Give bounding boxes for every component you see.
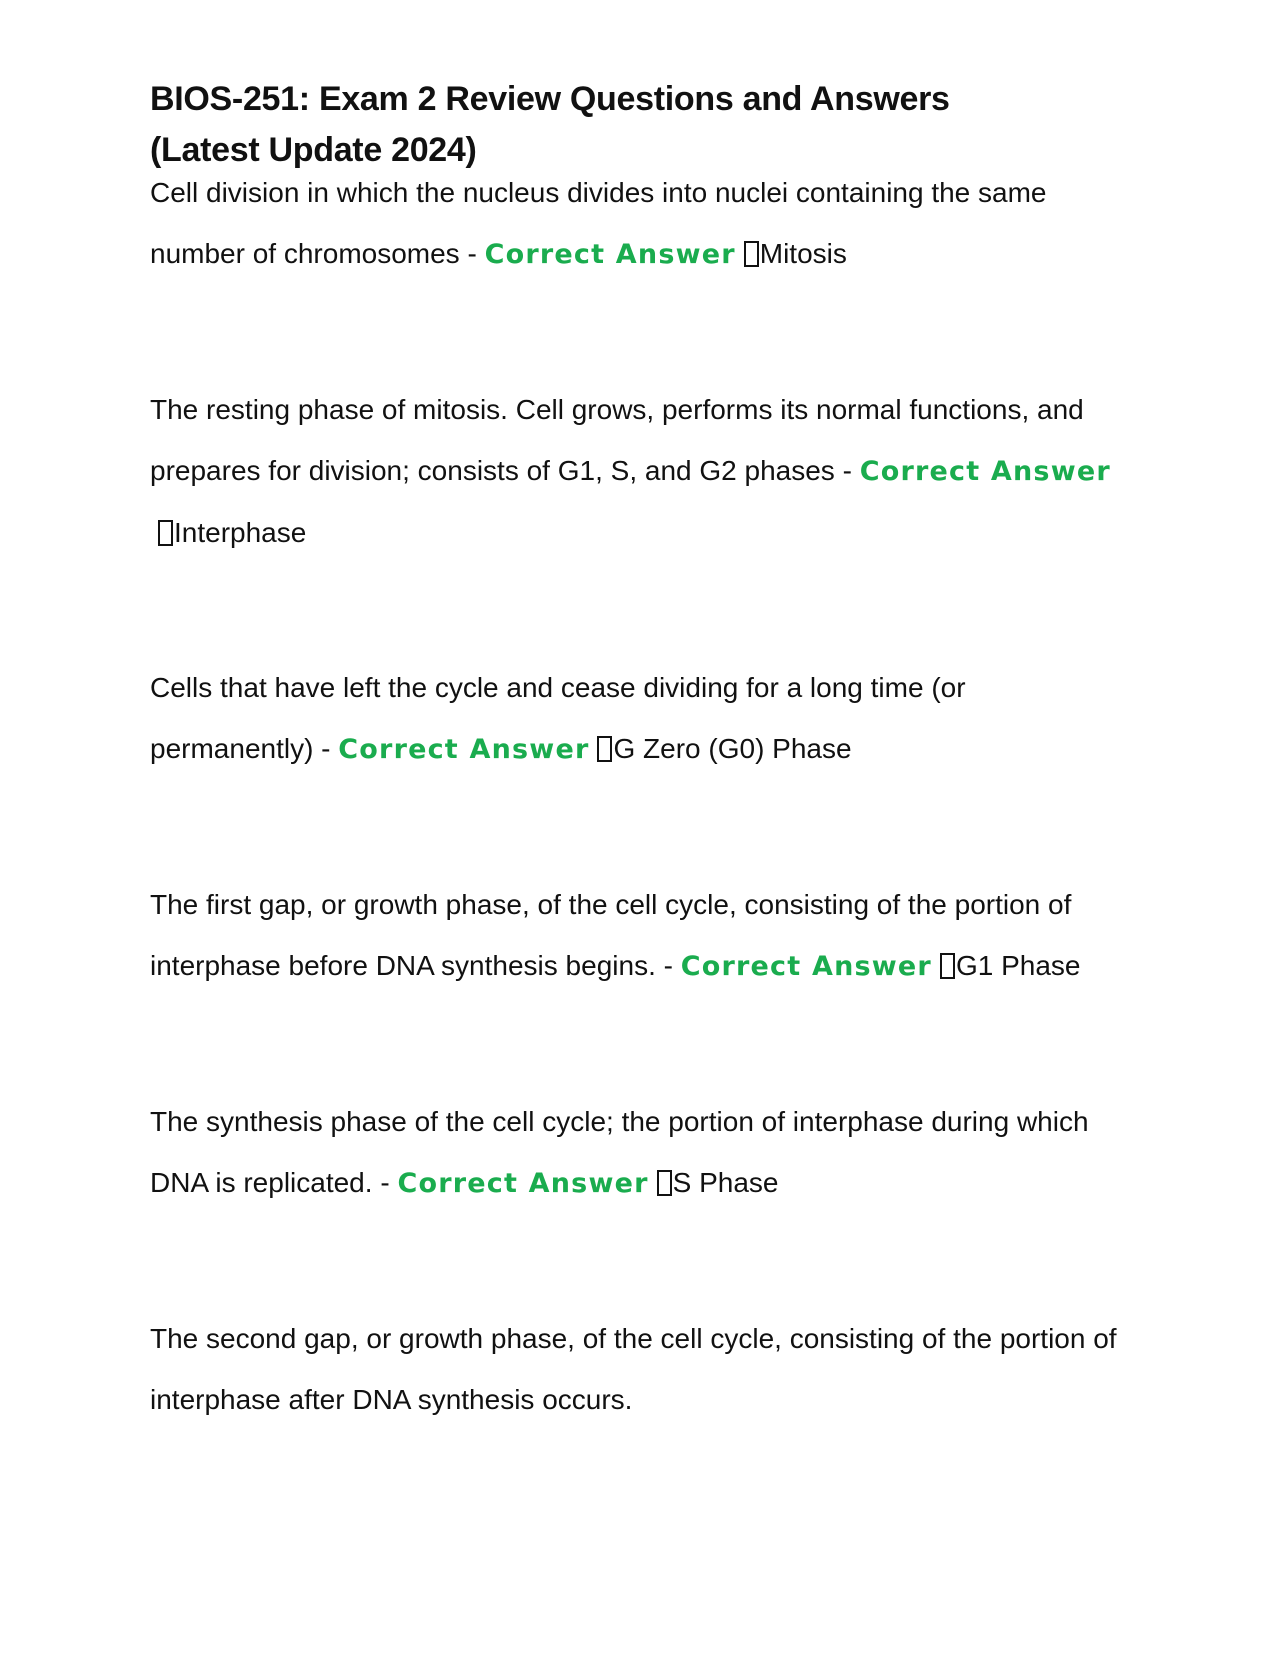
document-title (150, 74, 1130, 176)
missing-glyph-box-icon (597, 736, 612, 762)
qa-item (150, 657, 1130, 780)
document-page (150, 74, 1130, 1430)
answer-text: Interphase (174, 517, 307, 548)
separator: - (372, 1167, 398, 1198)
question-text: The first gap, or growth phase, of the cell cycle, consisting of the portion of interphase before DNA synthesis begins. (150, 889, 1072, 981)
qa-item (150, 162, 1130, 285)
document-title-line-2: (Latest Update 2024) (150, 131, 477, 169)
question-text: Cells that have left the cycle and cease dividing for a long time (or permanently) (150, 672, 966, 764)
answer-text: S Phase (672, 1167, 779, 1198)
correct-answer-label: Correct Answer (484, 239, 736, 270)
qa-item (150, 1091, 1130, 1214)
question-text: The second gap, or growth phase, of the cell cycle, consisting of the portion of interphase after DNA synthesis occurs. (150, 1323, 1117, 1415)
missing-glyph-box-icon (940, 953, 955, 979)
missing-glyph-box-icon (657, 1170, 672, 1196)
answer-text: G1 Phase (955, 950, 1081, 981)
missing-glyph-box-icon (744, 241, 759, 267)
missing-glyph-box-icon (158, 520, 173, 546)
separator: - (655, 950, 681, 981)
question-text: The synthesis phase of the cell cycle; the portion of interphase during which DNA is replicated. (150, 1106, 1089, 1198)
answer-text: G Zero (G0) Phase (613, 733, 852, 764)
correct-answer-label: Correct Answer (397, 1168, 649, 1199)
qa-item (150, 874, 1130, 997)
separator: - (313, 733, 339, 764)
document-title-line-1: BIOS-251: Exam 2 Review Questions and Answers (150, 80, 950, 118)
correct-answer-label: Correct Answer (338, 734, 590, 765)
separator: - (459, 238, 485, 269)
separator: - (834, 455, 860, 486)
correct-answer-label: Correct Answer (680, 951, 932, 982)
correct-answer-label: Correct Answer (859, 456, 1111, 487)
answer-text: Mitosis (759, 238, 847, 269)
qa-item (150, 379, 1130, 563)
question-text: The resting phase of mitosis. Cell grows, performs its normal functions, and prepares for division; consists of G1, S, and G2 phases (150, 394, 1084, 486)
qa-item (150, 1308, 1130, 1430)
question-text: Cell division in which the nucleus divides into nuclei containing the same number of chromosomes (150, 177, 1047, 269)
